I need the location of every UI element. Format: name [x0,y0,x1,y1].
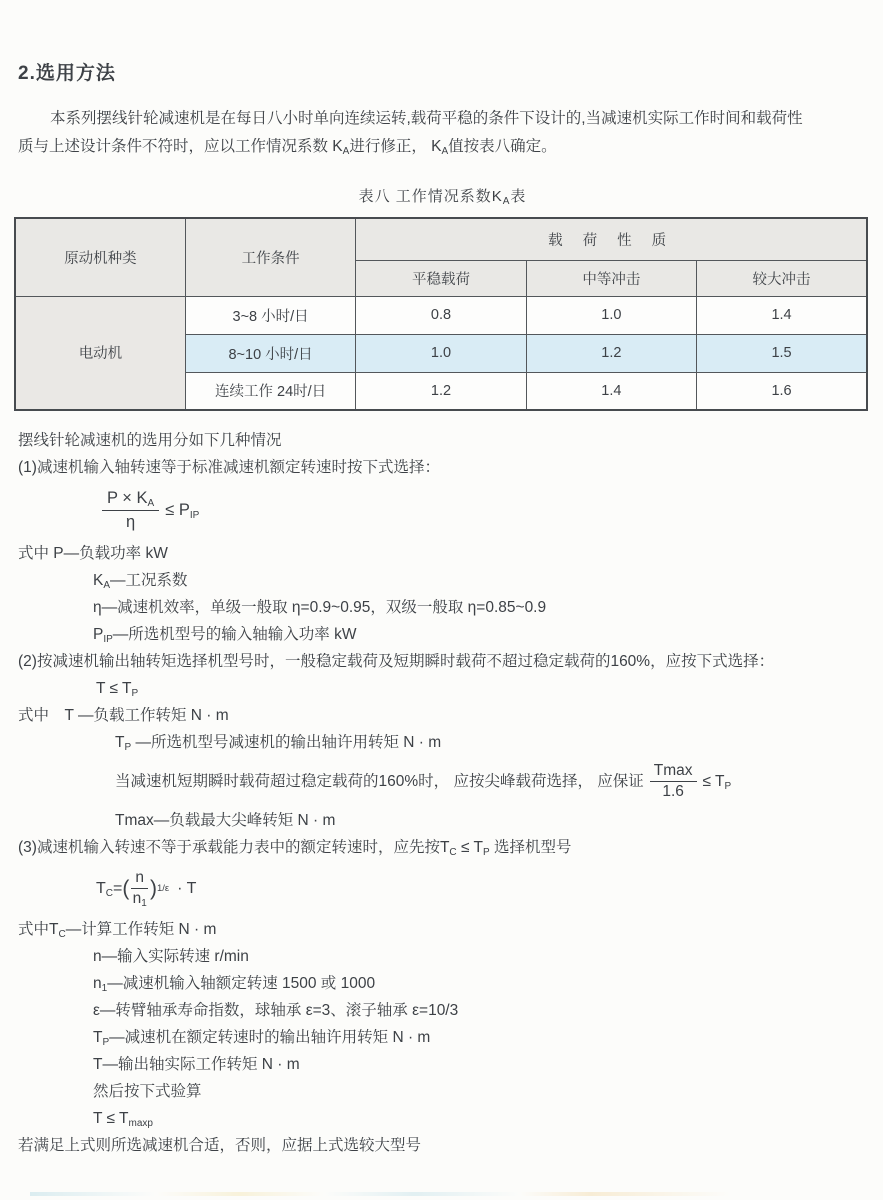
ka-table-container [14,217,867,411]
table-caption: 表八 工作情况系数$K_A$表 [358,188,527,207]
case-3-line: (3)减速机输入转速不等于承载能力表中的额定转速时，应先按$T_C \le T_P$ 选择机型号 [18,839,572,858]
value-cell: 1.6 [697,372,867,410]
fraction-denominator: η [126,513,136,531]
def-n1-line: $n_1—$减速机输入轴额定转速 1500 或 1000 [93,975,376,994]
header-heavy-shock: 较大冲击 [697,260,867,296]
def-n-line: n—输入实际转速 r/min [93,948,249,965]
verify-intro-line: 然后按下式验算 [93,1083,202,1100]
def-tmax-line: Tmax—负载最大尖峰转矩 N · m [115,812,336,829]
fraction-denominator: $n_1$ [132,890,147,909]
def-tp-line: $T_P$ —所选机型号减速机的输出轴许用转矩 N · m [115,734,442,753]
value-cell: 1.0 [526,296,696,334]
open-paren: ( [122,876,130,900]
peak-fraction [650,762,697,801]
cases-intro-line: 摆线针轮减速机的选用分如下几种情况 [18,432,282,449]
fraction-numerator: $P \times K_A$ [102,489,159,511]
def-t-line: 式中 T —负载工作转矩 N · m [18,707,229,724]
def-pip-line: $P_{IP}—$所选机型号的输入轴输入功率 kW [93,626,357,645]
formula-relation: ≤ $P_{IP}$ [165,501,200,521]
table-header-row-1 [15,218,867,260]
header-moderate-shock: 中等冲击 [526,260,696,296]
def-t2-line: T—输出轴实际工作转矩 N · m [93,1056,300,1073]
def-eta-line: η—减速机效率，单级一般取 η=0.9~0.95，双级一般取 η=0.85~0.9 [93,599,547,616]
value-cell: 1.5 [697,334,867,372]
formula-power-selection [18,489,867,532]
section-heading: 2.选用方法 [18,63,116,84]
selection-cases-section [18,427,867,1159]
condition-cell: 8~10 小时/日 [185,334,355,372]
formula-calculated-torque: $T_C=$ ( $\frac{n}{n_1}$ ) 1/ε · T [96,869,197,909]
fraction-numerator: n [131,869,148,889]
formula-verify: $T \le T_{maxp}$ [93,1110,153,1129]
peak-relation: ≤ $T_P$ [702,772,732,792]
case-1-line: (1)减速机输入轴转速等于标准减速机额定转速时按下式选择： [18,459,440,476]
header-work-condition: 工作条件 [185,218,355,296]
formula-lhs: $T_C=$ [96,879,123,899]
fraction-numerator: Tmax [650,762,697,782]
def-p-line: 式中 P—负载功率 kW [18,545,168,562]
intro-paragraph [18,105,867,161]
intro-line-2: 质与上述设计条件不符时，应以工作情况系数 $K_A$进行修正， $K_A$值按表八确定。 [18,138,557,157]
value-cell: 0.8 [356,296,526,334]
close-paren: ) [149,876,157,900]
case-2-line: (2)按减速机输出轴转矩选择机型号时，一般稳定载荷及短期瞬时载荷不超过稳定载荷的160%，应按下式选择： [18,653,775,670]
value-cell: 1.4 [697,296,867,334]
header-steady-load: 平稳载荷 [356,260,526,296]
header-prime-mover: 原动机种类 [15,218,185,296]
fraction-denominator: 1.6 [662,783,684,800]
ka-coefficient-table [14,217,868,411]
formula-tail: · T [177,879,197,897]
value-cell: 1.2 [526,334,696,372]
scan-artifact [30,1192,730,1196]
fraction [102,489,159,532]
value-cell: 1.4 [526,372,696,410]
def-tc-line: 式中$T_C—$计算工作转矩 N · m [18,921,217,940]
def-epsilon-line: ε—转臂轴承寿命指数，球轴承 ε=3、滚子轴承 ε=10/3 [93,1002,459,1019]
motor-type-cell: 电动机 [15,296,185,410]
closing-line: 若满足上式则所选减速机合适，否则，应据上式选较大型号 [18,1137,422,1154]
value-cell: 1.0 [356,334,526,372]
def-tp2-line: $T_P—$减速机在额定转速时的输出轴许用转矩 N · m [93,1029,431,1048]
formula-torque-selection: $T \le T_P$ [96,680,139,699]
value-cell: 1.2 [356,372,526,410]
table-row [15,296,867,334]
header-load-nature: 载 荷 性 质 [356,218,867,260]
intro-line-1: 本系列摆线针轮减速机是在每日八小时单向连续运转,载荷平稳的条件下设计的,当减速机实际工作时间和载荷性 [50,110,803,127]
speed-ratio-fraction [131,869,148,908]
condition-cell: 连续工作 24时/日 [185,372,355,410]
condition-cell: 3~8 小时/日 [185,296,355,334]
def-ka-line: $K_A—$工况系数 [93,572,188,591]
peak-load-line: 当减速机短期瞬时载荷超过稳定载荷的160%时， 应按尖峰载荷选择， 应保证 $\frac{Tmax}{1.6}$ ≤ $T_P$ [115,762,732,800]
